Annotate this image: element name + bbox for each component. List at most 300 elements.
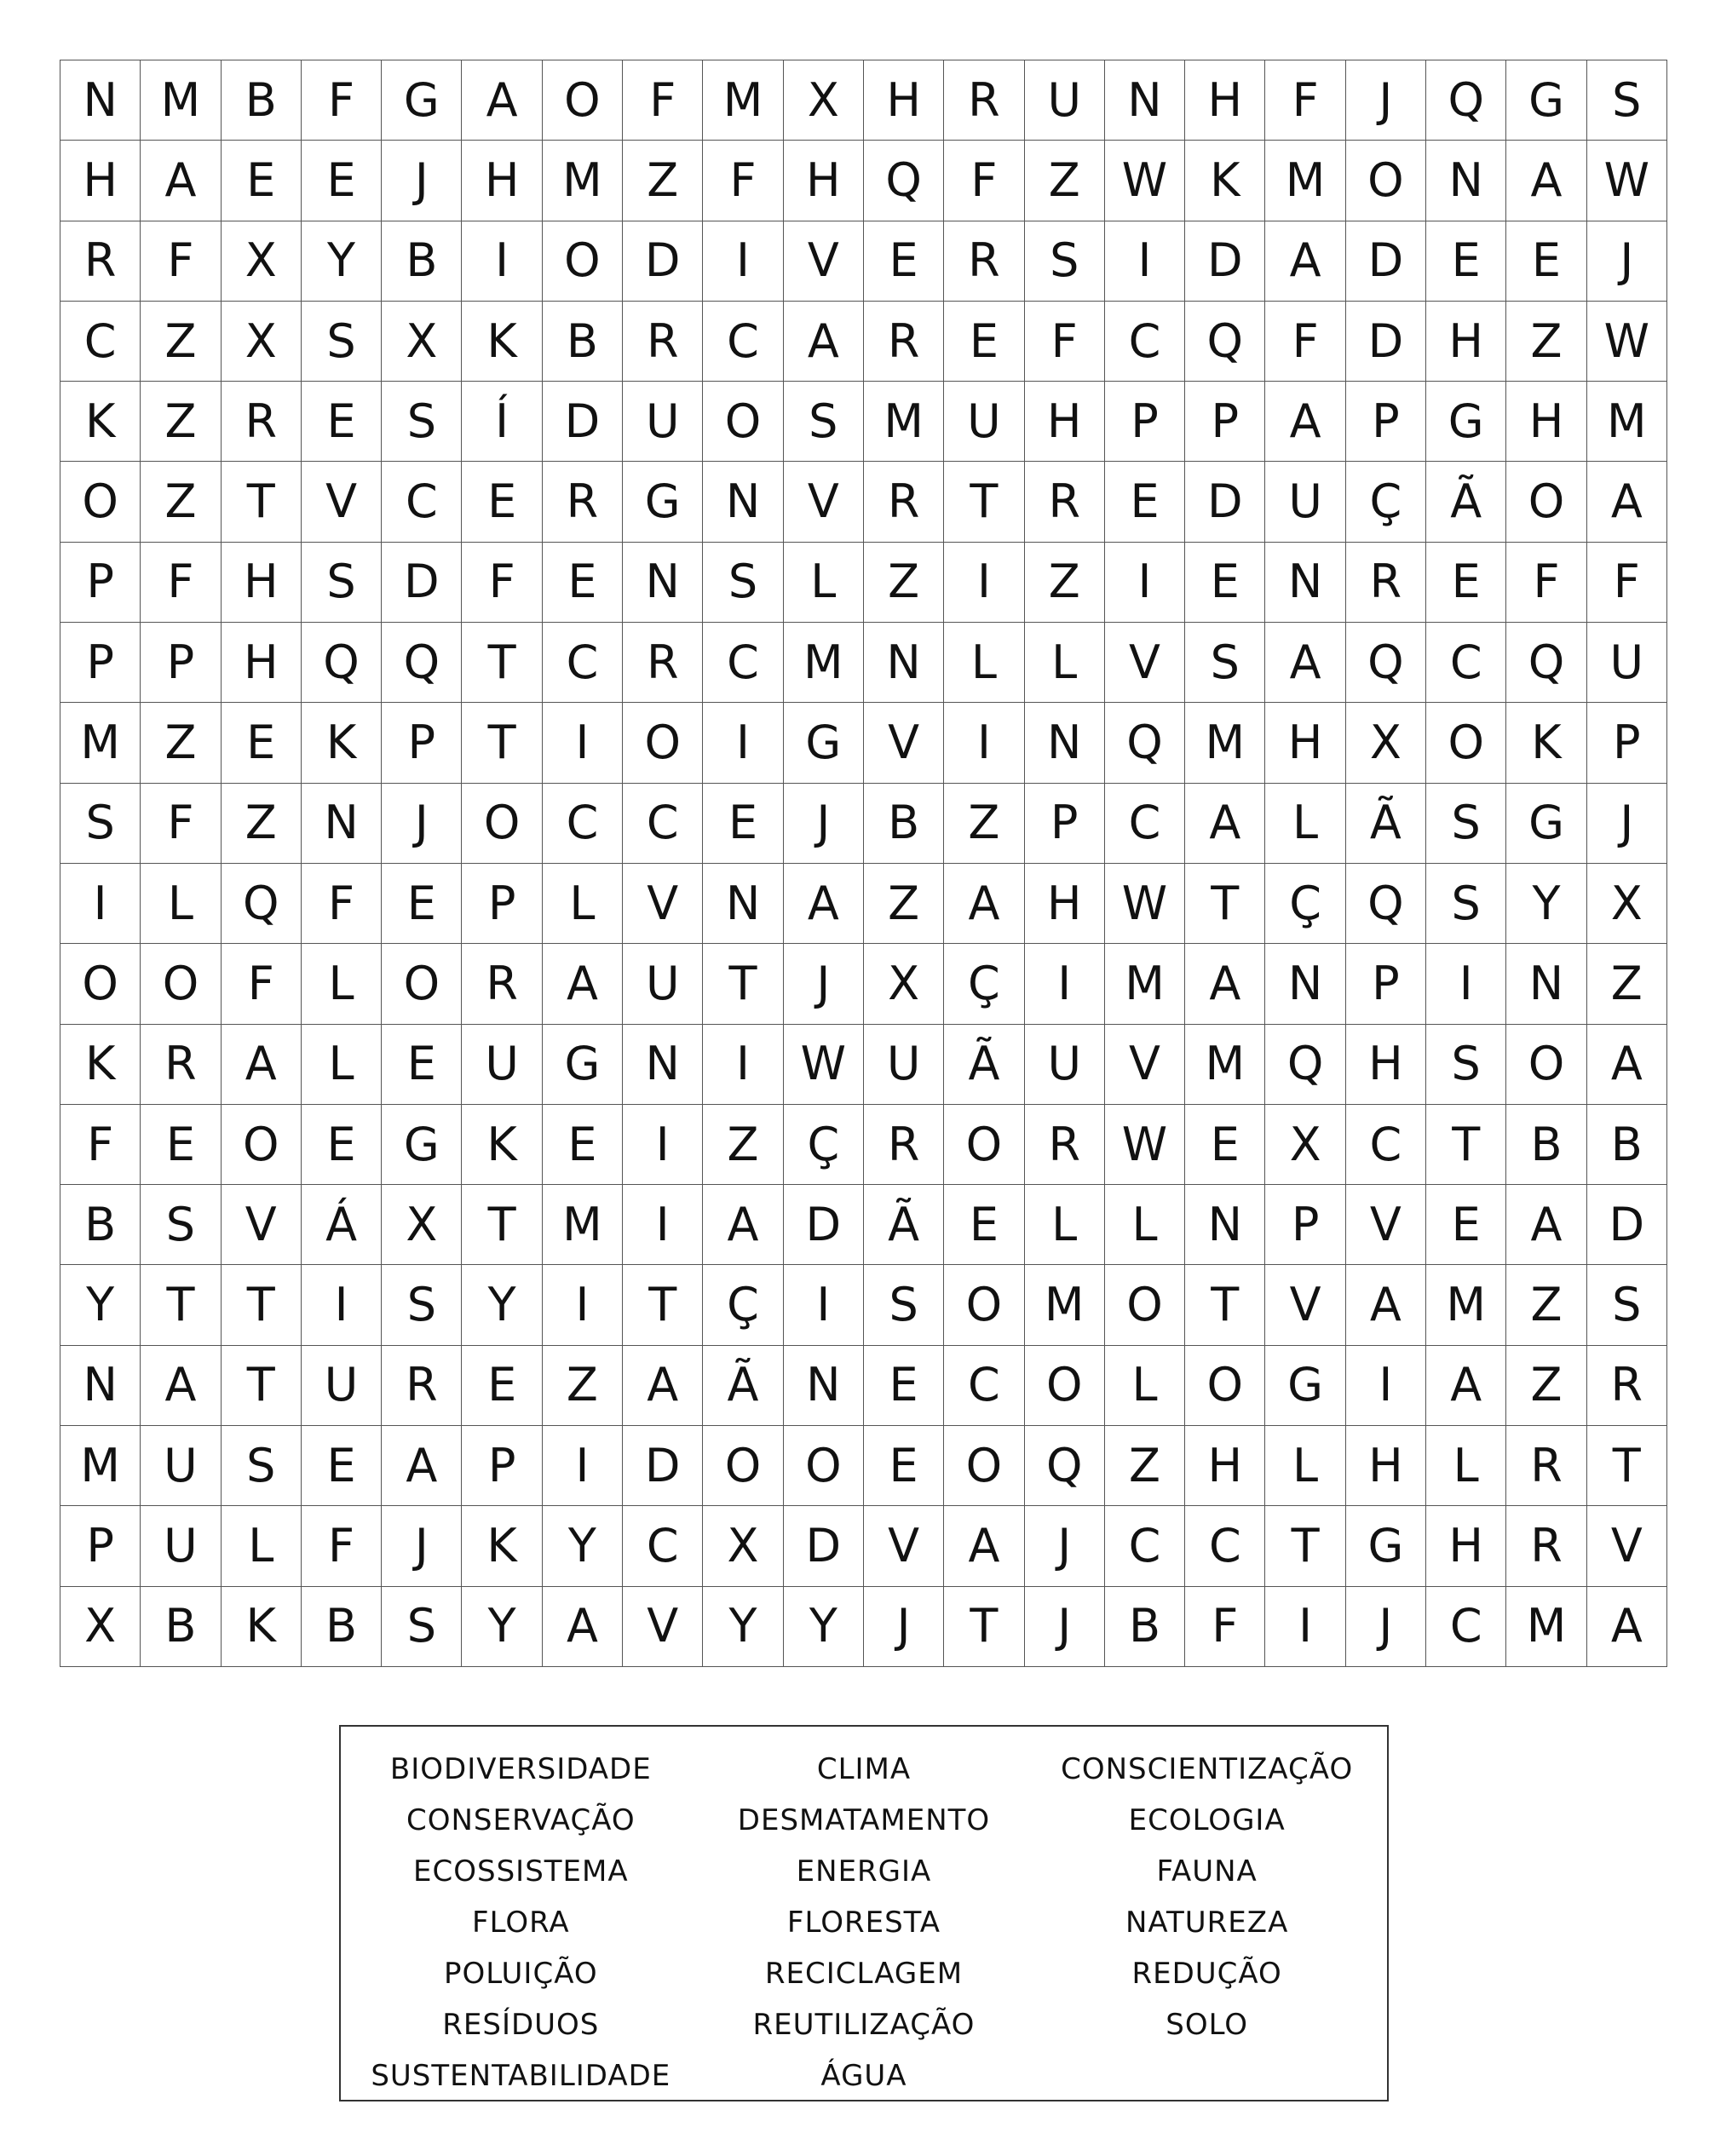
grid-cell[interactable]: S xyxy=(1426,864,1506,944)
grid-cell[interactable]: X xyxy=(222,302,302,382)
grid-cell[interactable]: V xyxy=(1587,1506,1667,1586)
grid-cell[interactable]: H xyxy=(1265,703,1345,783)
grid-cell[interactable]: A xyxy=(1346,1265,1426,1345)
grid-cell[interactable]: I xyxy=(703,221,783,302)
grid-cell[interactable]: I xyxy=(1346,1346,1426,1426)
grid-cell[interactable]: E xyxy=(543,1105,623,1185)
grid-cell[interactable]: M xyxy=(60,703,141,783)
grid-cell[interactable]: T xyxy=(222,1346,302,1426)
grid-cell[interactable]: I xyxy=(1105,543,1185,623)
grid-cell[interactable]: P xyxy=(141,623,221,703)
grid-cell[interactable]: A xyxy=(1506,141,1586,221)
grid-cell[interactable]: F xyxy=(623,60,703,141)
grid-cell[interactable]: M xyxy=(1025,1265,1105,1345)
grid-cell[interactable]: L xyxy=(222,1506,302,1586)
grid-cell[interactable]: K xyxy=(302,703,382,783)
grid-cell[interactable]: O xyxy=(944,1265,1024,1345)
grid-cell[interactable]: F xyxy=(1265,60,1345,141)
grid-cell[interactable]: U xyxy=(141,1506,221,1586)
grid-cell[interactable]: I xyxy=(944,703,1024,783)
grid-cell[interactable]: O xyxy=(1346,141,1426,221)
grid-cell[interactable]: A xyxy=(623,1346,703,1426)
grid-cell[interactable]: N xyxy=(1426,141,1506,221)
grid-cell[interactable]: F xyxy=(1025,302,1105,382)
grid-cell[interactable]: Ç xyxy=(944,944,1024,1024)
grid-cell[interactable]: R xyxy=(623,623,703,703)
grid-cell[interactable]: M xyxy=(141,60,221,141)
grid-cell[interactable]: B xyxy=(864,784,944,864)
grid-cell[interactable]: H xyxy=(60,141,141,221)
grid-cell[interactable]: B xyxy=(1506,1105,1586,1185)
grid-cell[interactable]: X xyxy=(1346,703,1426,783)
grid-cell[interactable]: O xyxy=(60,462,141,542)
grid-cell[interactable]: H xyxy=(864,60,944,141)
grid-cell[interactable]: D xyxy=(623,1426,703,1506)
grid-cell[interactable]: Z xyxy=(623,141,703,221)
grid-cell[interactable]: G xyxy=(1346,1506,1426,1586)
grid-cell[interactable]: Q xyxy=(382,623,462,703)
grid-cell[interactable]: N xyxy=(864,623,944,703)
grid-cell[interactable]: O xyxy=(703,382,783,462)
grid-cell[interactable]: P xyxy=(1587,703,1667,783)
grid-cell[interactable]: O xyxy=(382,944,462,1024)
grid-cell[interactable]: G xyxy=(623,462,703,542)
grid-cell[interactable]: E xyxy=(1426,221,1506,302)
grid-cell[interactable]: Z xyxy=(1506,302,1586,382)
grid-cell[interactable]: A xyxy=(382,1426,462,1506)
grid-cell[interactable]: R xyxy=(382,1346,462,1426)
grid-cell[interactable]: Q xyxy=(302,623,382,703)
grid-cell[interactable]: A xyxy=(1185,784,1265,864)
grid-cell[interactable]: X xyxy=(703,1506,783,1586)
grid-cell[interactable]: W xyxy=(784,1025,864,1105)
grid-cell[interactable]: Ã xyxy=(1346,784,1426,864)
grid-cell[interactable]: S xyxy=(222,1426,302,1506)
grid-cell[interactable]: O xyxy=(60,944,141,1024)
grid-cell[interactable]: J xyxy=(1346,60,1426,141)
grid-cell[interactable]: A xyxy=(222,1025,302,1105)
grid-cell[interactable]: A xyxy=(1265,221,1345,302)
grid-cell[interactable]: A xyxy=(543,1587,623,1667)
grid-cell[interactable]: O xyxy=(944,1105,1024,1185)
grid-cell[interactable]: S xyxy=(864,1265,944,1345)
grid-cell[interactable]: C xyxy=(1105,784,1185,864)
grid-cell[interactable]: G xyxy=(1506,784,1586,864)
grid-cell[interactable]: B xyxy=(1587,1105,1667,1185)
grid-cell[interactable]: I xyxy=(1426,944,1506,1024)
grid-cell[interactable]: I xyxy=(543,1426,623,1506)
grid-cell[interactable]: S xyxy=(784,382,864,462)
grid-cell[interactable]: X xyxy=(382,1185,462,1265)
grid-cell[interactable]: H xyxy=(1025,864,1105,944)
grid-cell[interactable]: V xyxy=(1105,1025,1185,1105)
grid-cell[interactable]: Q xyxy=(1265,1025,1345,1105)
grid-cell[interactable]: I xyxy=(623,1105,703,1185)
grid-cell[interactable]: Ç xyxy=(703,1265,783,1345)
grid-cell[interactable]: M xyxy=(784,623,864,703)
grid-cell[interactable]: X xyxy=(222,221,302,302)
grid-cell[interactable]: Í xyxy=(462,382,542,462)
grid-cell[interactable]: J xyxy=(1346,1587,1426,1667)
grid-cell[interactable]: H xyxy=(222,623,302,703)
grid-cell[interactable]: J xyxy=(864,1587,944,1667)
grid-cell[interactable]: G xyxy=(1426,382,1506,462)
grid-cell[interactable]: N xyxy=(703,462,783,542)
grid-cell[interactable]: S xyxy=(1587,1265,1667,1345)
grid-cell[interactable]: E xyxy=(302,1426,382,1506)
grid-cell[interactable]: A xyxy=(1185,944,1265,1024)
grid-cell[interactable]: T xyxy=(1426,1105,1506,1185)
grid-cell[interactable]: H xyxy=(1185,1426,1265,1506)
grid-cell[interactable]: N xyxy=(60,60,141,141)
grid-cell[interactable]: W xyxy=(1105,141,1185,221)
grid-cell[interactable]: Q xyxy=(1506,623,1586,703)
grid-cell[interactable]: Ç xyxy=(1265,864,1345,944)
grid-cell[interactable]: A xyxy=(141,1346,221,1426)
grid-cell[interactable]: E xyxy=(1506,221,1586,302)
grid-cell[interactable]: N xyxy=(1185,1185,1265,1265)
grid-cell[interactable]: Q xyxy=(864,141,944,221)
grid-cell[interactable]: Z xyxy=(141,382,221,462)
grid-cell[interactable]: K xyxy=(60,382,141,462)
grid-cell[interactable]: F xyxy=(302,864,382,944)
grid-cell[interactable]: H xyxy=(222,543,302,623)
grid-cell[interactable]: V xyxy=(222,1185,302,1265)
grid-cell[interactable]: Y xyxy=(60,1265,141,1345)
grid-cell[interactable]: I xyxy=(784,1265,864,1345)
grid-cell[interactable]: O xyxy=(623,703,703,783)
grid-cell[interactable]: R xyxy=(1346,543,1426,623)
grid-cell[interactable]: C xyxy=(623,1506,703,1586)
grid-cell[interactable]: M xyxy=(1506,1587,1586,1667)
grid-cell[interactable]: D xyxy=(1346,221,1426,302)
grid-cell[interactable]: R xyxy=(222,382,302,462)
grid-cell[interactable]: A xyxy=(784,864,864,944)
grid-cell[interactable]: T xyxy=(703,944,783,1024)
grid-cell[interactable]: L xyxy=(302,944,382,1024)
grid-cell[interactable]: A xyxy=(1265,623,1345,703)
grid-cell[interactable]: N xyxy=(1506,944,1586,1024)
grid-cell[interactable]: U xyxy=(623,944,703,1024)
grid-cell[interactable]: Ç xyxy=(784,1105,864,1185)
grid-cell[interactable]: C xyxy=(1426,1587,1506,1667)
grid-cell[interactable]: T xyxy=(222,1265,302,1345)
grid-cell[interactable]: Q xyxy=(1346,623,1426,703)
grid-cell[interactable]: M xyxy=(864,382,944,462)
grid-cell[interactable]: F xyxy=(222,944,302,1024)
grid-cell[interactable]: U xyxy=(623,382,703,462)
grid-cell[interactable]: E xyxy=(302,141,382,221)
grid-cell[interactable]: S xyxy=(302,543,382,623)
grid-cell[interactable]: E xyxy=(1185,1105,1265,1185)
grid-cell[interactable]: O xyxy=(543,221,623,302)
grid-cell[interactable]: S xyxy=(1426,1025,1506,1105)
grid-cell[interactable]: C xyxy=(1426,623,1506,703)
grid-cell[interactable]: J xyxy=(1025,1587,1105,1667)
grid-cell[interactable]: O xyxy=(141,944,221,1024)
grid-cell[interactable]: Q xyxy=(1426,60,1506,141)
grid-cell[interactable]: K xyxy=(60,1025,141,1105)
grid-cell[interactable]: Q xyxy=(1025,1426,1105,1506)
grid-cell[interactable]: I xyxy=(543,703,623,783)
grid-cell[interactable]: E xyxy=(944,1185,1024,1265)
grid-cell[interactable]: Z xyxy=(543,1346,623,1426)
grid-cell[interactable]: A xyxy=(944,1506,1024,1586)
grid-cell[interactable]: G xyxy=(382,1105,462,1185)
grid-cell[interactable]: L xyxy=(944,623,1024,703)
grid-cell[interactable]: E xyxy=(1105,462,1185,542)
grid-cell[interactable]: Ã xyxy=(944,1025,1024,1105)
grid-cell[interactable]: A xyxy=(944,864,1024,944)
grid-cell[interactable]: Q xyxy=(222,864,302,944)
grid-cell[interactable]: I xyxy=(302,1265,382,1345)
grid-cell[interactable]: A xyxy=(141,141,221,221)
grid-cell[interactable]: I xyxy=(703,1025,783,1105)
grid-cell[interactable]: A xyxy=(1587,1587,1667,1667)
grid-cell[interactable]: X xyxy=(784,60,864,141)
grid-cell[interactable]: N xyxy=(623,543,703,623)
grid-cell[interactable]: W xyxy=(1587,302,1667,382)
grid-cell[interactable]: B xyxy=(302,1587,382,1667)
grid-cell[interactable]: Q xyxy=(1346,864,1426,944)
grid-cell[interactable]: E xyxy=(543,543,623,623)
grid-cell[interactable]: R xyxy=(944,60,1024,141)
grid-cell[interactable]: P xyxy=(1346,382,1426,462)
grid-cell[interactable]: Y xyxy=(302,221,382,302)
grid-cell[interactable]: L xyxy=(1025,623,1105,703)
grid-cell[interactable]: G xyxy=(784,703,864,783)
grid-cell[interactable]: F xyxy=(1185,1587,1265,1667)
grid-cell[interactable]: P xyxy=(1346,944,1426,1024)
grid-cell[interactable]: A xyxy=(543,944,623,1024)
grid-cell[interactable]: O xyxy=(944,1426,1024,1506)
grid-cell[interactable]: Ã xyxy=(864,1185,944,1265)
grid-cell[interactable]: F xyxy=(302,1506,382,1586)
grid-cell[interactable]: H xyxy=(1506,382,1586,462)
grid-cell[interactable]: Z xyxy=(1587,944,1667,1024)
grid-cell[interactable]: M xyxy=(543,1185,623,1265)
grid-cell[interactable]: I xyxy=(60,864,141,944)
grid-cell[interactable]: G xyxy=(543,1025,623,1105)
grid-cell[interactable]: I xyxy=(623,1185,703,1265)
grid-cell[interactable]: M xyxy=(60,1426,141,1506)
grid-cell[interactable]: S xyxy=(141,1185,221,1265)
grid-cell[interactable]: M xyxy=(1587,382,1667,462)
grid-cell[interactable]: T xyxy=(462,1185,542,1265)
grid-cell[interactable]: F xyxy=(1506,543,1586,623)
grid-cell[interactable]: V xyxy=(623,864,703,944)
grid-cell[interactable]: R xyxy=(864,1105,944,1185)
grid-cell[interactable]: L xyxy=(1105,1185,1185,1265)
grid-cell[interactable]: E xyxy=(141,1105,221,1185)
grid-cell[interactable]: E xyxy=(382,864,462,944)
grid-cell[interactable]: H xyxy=(1025,382,1105,462)
grid-cell[interactable]: Z xyxy=(1025,141,1105,221)
grid-cell[interactable]: S xyxy=(1587,60,1667,141)
grid-cell[interactable]: A xyxy=(784,302,864,382)
grid-cell[interactable]: U xyxy=(1587,623,1667,703)
grid-cell[interactable]: P xyxy=(462,1426,542,1506)
grid-cell[interactable]: M xyxy=(543,141,623,221)
grid-cell[interactable]: L xyxy=(302,1025,382,1105)
grid-cell[interactable]: Z xyxy=(944,784,1024,864)
grid-cell[interactable]: F xyxy=(302,60,382,141)
grid-cell[interactable]: H xyxy=(784,141,864,221)
grid-cell[interactable]: I xyxy=(1105,221,1185,302)
grid-cell[interactable]: U xyxy=(1265,462,1345,542)
grid-cell[interactable]: F xyxy=(944,141,1024,221)
grid-cell[interactable]: L xyxy=(784,543,864,623)
grid-cell[interactable]: O xyxy=(543,60,623,141)
grid-cell[interactable]: U xyxy=(944,382,1024,462)
grid-cell[interactable]: P xyxy=(60,623,141,703)
grid-cell[interactable]: T xyxy=(1587,1426,1667,1506)
grid-cell[interactable]: B xyxy=(543,302,623,382)
grid-cell[interactable]: M xyxy=(1185,703,1265,783)
grid-cell[interactable]: T xyxy=(141,1265,221,1345)
grid-cell[interactable]: G xyxy=(1265,1346,1345,1426)
grid-cell[interactable]: P xyxy=(1185,382,1265,462)
grid-cell[interactable]: X xyxy=(1265,1105,1345,1185)
grid-cell[interactable]: R xyxy=(462,944,542,1024)
grid-cell[interactable]: D xyxy=(623,221,703,302)
grid-cell[interactable]: V xyxy=(864,703,944,783)
grid-cell[interactable]: R xyxy=(623,302,703,382)
grid-cell[interactable]: Z xyxy=(141,462,221,542)
grid-cell[interactable]: X xyxy=(382,302,462,382)
grid-cell[interactable]: O xyxy=(462,784,542,864)
grid-cell[interactable]: L xyxy=(1265,784,1345,864)
grid-cell[interactable]: D xyxy=(1185,462,1265,542)
grid-cell[interactable]: H xyxy=(1346,1025,1426,1105)
grid-cell[interactable]: C xyxy=(543,784,623,864)
grid-cell[interactable]: Z xyxy=(1105,1426,1185,1506)
grid-cell[interactable]: E xyxy=(864,221,944,302)
grid-cell[interactable]: F xyxy=(703,141,783,221)
grid-cell[interactable]: X xyxy=(864,944,944,1024)
grid-cell[interactable]: P xyxy=(60,543,141,623)
grid-cell[interactable]: E xyxy=(1426,1185,1506,1265)
grid-cell[interactable]: D xyxy=(1587,1185,1667,1265)
grid-cell[interactable]: O xyxy=(1506,1025,1586,1105)
grid-cell[interactable]: A xyxy=(462,60,542,141)
grid-cell[interactable]: T xyxy=(623,1265,703,1345)
grid-cell[interactable]: F xyxy=(141,784,221,864)
grid-cell[interactable]: Y xyxy=(543,1506,623,1586)
grid-cell[interactable]: H xyxy=(462,141,542,221)
grid-cell[interactable]: F xyxy=(462,543,542,623)
grid-cell[interactable]: N xyxy=(302,784,382,864)
grid-cell[interactable]: N xyxy=(623,1025,703,1105)
grid-cell[interactable]: E xyxy=(864,1426,944,1506)
grid-cell[interactable]: O xyxy=(1025,1346,1105,1426)
grid-cell[interactable]: D xyxy=(543,382,623,462)
grid-cell[interactable]: R xyxy=(1025,462,1105,542)
grid-cell[interactable]: O xyxy=(703,1426,783,1506)
grid-cell[interactable]: A xyxy=(1587,462,1667,542)
grid-cell[interactable]: D xyxy=(1346,302,1426,382)
grid-cell[interactable]: Q xyxy=(1185,302,1265,382)
grid-cell[interactable]: T xyxy=(462,623,542,703)
grid-cell[interactable]: O xyxy=(1426,703,1506,783)
grid-cell[interactable]: F xyxy=(1265,302,1345,382)
grid-cell[interactable]: I xyxy=(944,543,1024,623)
grid-cell[interactable]: N xyxy=(784,1346,864,1426)
grid-cell[interactable]: P xyxy=(1105,382,1185,462)
grid-cell[interactable]: S xyxy=(60,784,141,864)
grid-cell[interactable]: H xyxy=(1346,1426,1426,1506)
grid-cell[interactable]: P xyxy=(462,864,542,944)
grid-cell[interactable]: R xyxy=(864,462,944,542)
grid-cell[interactable]: K xyxy=(462,302,542,382)
grid-cell[interactable]: B xyxy=(60,1185,141,1265)
grid-cell[interactable]: T xyxy=(462,703,542,783)
grid-cell[interactable]: U xyxy=(1025,1025,1105,1105)
grid-cell[interactable]: R xyxy=(1587,1346,1667,1426)
grid-cell[interactable]: R xyxy=(864,302,944,382)
grid-cell[interactable]: D xyxy=(784,1506,864,1586)
grid-cell[interactable]: M xyxy=(1105,944,1185,1024)
grid-cell[interactable]: C xyxy=(703,623,783,703)
grid-cell[interactable]: H xyxy=(1185,60,1265,141)
grid-cell[interactable]: U xyxy=(864,1025,944,1105)
grid-cell[interactable]: Y xyxy=(784,1587,864,1667)
grid-cell[interactable]: E xyxy=(222,141,302,221)
grid-cell[interactable]: R xyxy=(944,221,1024,302)
grid-cell[interactable]: K xyxy=(222,1587,302,1667)
grid-cell[interactable]: Z xyxy=(222,784,302,864)
grid-cell[interactable]: K xyxy=(1185,141,1265,221)
grid-cell[interactable]: V xyxy=(1265,1265,1345,1345)
grid-cell[interactable]: E xyxy=(382,1025,462,1105)
grid-cell[interactable]: S xyxy=(703,543,783,623)
grid-cell[interactable]: Y xyxy=(703,1587,783,1667)
grid-cell[interactable]: A xyxy=(1265,382,1345,462)
grid-cell[interactable]: F xyxy=(141,221,221,302)
grid-cell[interactable]: C xyxy=(1105,302,1185,382)
grid-cell[interactable]: G xyxy=(382,60,462,141)
grid-cell[interactable]: S xyxy=(302,302,382,382)
grid-cell[interactable]: E xyxy=(864,1346,944,1426)
grid-cell[interactable]: S xyxy=(382,1265,462,1345)
grid-cell[interactable]: W xyxy=(1105,864,1185,944)
grid-cell[interactable]: L xyxy=(543,864,623,944)
grid-cell[interactable]: E xyxy=(1185,543,1265,623)
grid-cell[interactable]: O xyxy=(784,1426,864,1506)
grid-cell[interactable]: B xyxy=(382,221,462,302)
grid-cell[interactable]: M xyxy=(1265,141,1345,221)
grid-cell[interactable]: R xyxy=(141,1025,221,1105)
grid-cell[interactable]: E xyxy=(1426,543,1506,623)
grid-cell[interactable]: K xyxy=(462,1105,542,1185)
grid-cell[interactable]: L xyxy=(1105,1346,1185,1426)
grid-cell[interactable]: U xyxy=(1025,60,1105,141)
grid-cell[interactable]: P xyxy=(60,1506,141,1586)
grid-cell[interactable]: Q xyxy=(1105,703,1185,783)
grid-cell[interactable]: C xyxy=(623,784,703,864)
grid-cell[interactable]: D xyxy=(784,1185,864,1265)
grid-cell[interactable]: N xyxy=(1105,60,1185,141)
grid-cell[interactable]: J xyxy=(784,944,864,1024)
grid-cell[interactable]: V xyxy=(1346,1185,1426,1265)
grid-cell[interactable]: C xyxy=(543,623,623,703)
grid-cell[interactable]: L xyxy=(1025,1185,1105,1265)
grid-cell[interactable]: O xyxy=(1105,1265,1185,1345)
grid-cell[interactable]: E xyxy=(302,382,382,462)
grid-cell[interactable]: P xyxy=(1025,784,1105,864)
grid-cell[interactable]: A xyxy=(703,1185,783,1265)
grid-cell[interactable]: V xyxy=(784,462,864,542)
